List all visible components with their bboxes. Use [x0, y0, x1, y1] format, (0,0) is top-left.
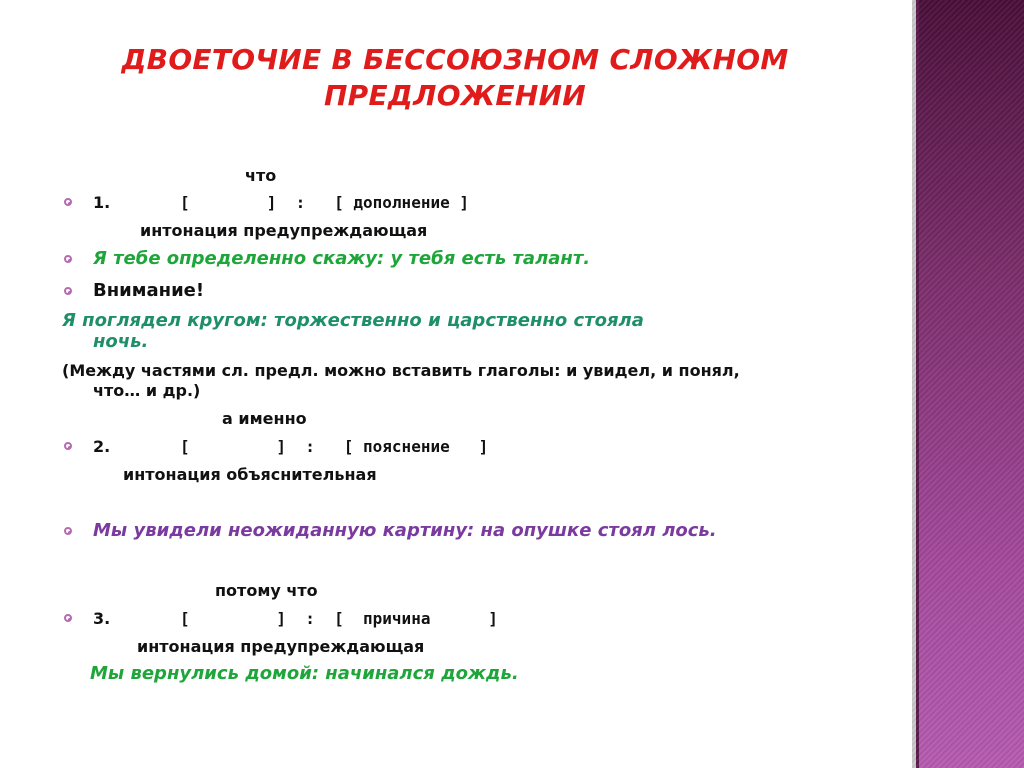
item-2-intonation: интонация объяснительная: [123, 465, 377, 484]
decorative-side-band: [912, 0, 1024, 768]
bullet-attention: [64, 287, 72, 295]
bullet-example-3: [64, 527, 72, 535]
example-1: Я тебе определенно скажу: у тебя есть талант.: [93, 248, 591, 269]
item-1-number: 1.: [93, 193, 111, 212]
conj-a-imenno: а именно: [222, 409, 307, 428]
attention-label: Внимание!: [93, 280, 205, 301]
item-2-scheme: [ ] : [ пояснение ]: [180, 437, 489, 456]
conj-potomu-chto: потому что: [215, 581, 318, 600]
bullet-3: [64, 614, 72, 622]
item-1-scheme: [ ] : [ дополнение ]: [180, 193, 469, 212]
note-line-1: (Между частями сл. предл. можно вставить глаголы: и увидел, и понял,: [62, 361, 740, 380]
example-3: Мы увидели неожиданную картину: на опушке стоял лось.: [93, 520, 717, 541]
bullet-1: [64, 198, 72, 206]
bullet-2: [64, 442, 72, 450]
item-3-number: 3.: [93, 609, 111, 628]
bullet-example-1: [64, 255, 72, 263]
example-2-line-2: ночь.: [93, 331, 149, 352]
example-4: Мы вернулись домой: начинался дождь.: [90, 663, 519, 684]
item-3-scheme: [ ] : [ причина ]: [180, 609, 498, 628]
conj-chto: что: [245, 166, 277, 185]
item-1-intonation: интонация предупреждающая: [140, 221, 428, 240]
slide-title: ДВОЕТОЧИЕ В БЕССОЮЗНОМ СЛОЖНОМ ПРЕДЛОЖЕНИИ: [121, 43, 789, 112]
example-2-line-1: Я поглядел кругом: торжественно и царственно стояла: [62, 310, 644, 331]
item-3-intonation: интонация предупреждающая: [137, 637, 425, 656]
note-line-2: что… и др.): [93, 381, 201, 400]
item-2-number: 2.: [93, 437, 111, 456]
